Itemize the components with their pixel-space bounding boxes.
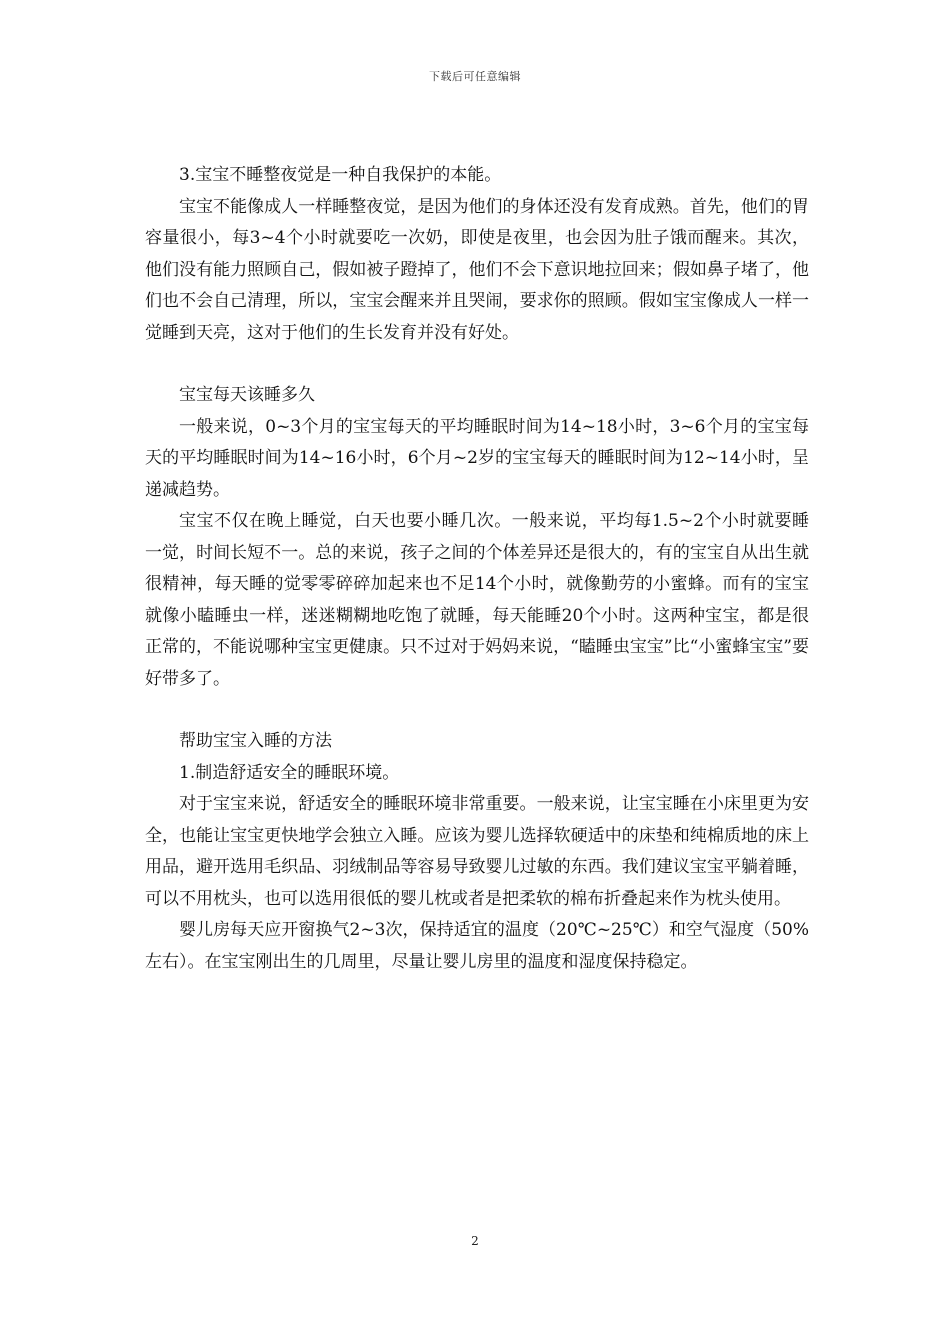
- section-heading-sleep-methods: 帮助宝宝入睡的方法: [179, 731, 332, 751]
- page-header: 下载后可任意编辑: [429, 70, 521, 83]
- paragraph-naps: 宝宝不仅在晚上睡觉，白天也要小睡几次。一般来说，平均每1.5~2个小时就要睡一觉，时间长短不一。总的来说，孩子之间的个体差异还是很大的，有的宝宝自从出生就很精神，每天睡的觉零零碎碎加起来也不足14个小时，就像勤劳的小蜜蜂。而有的宝宝就像小瞌睡虫一样，迷迷糊糊地吃饱了就睡，每天能睡20个小时。这两种宝宝，都是很正常的，不能说哪种宝宝更健康。只不过对于妈妈来说，“瞌睡虫宝宝”比“小蜜蜂宝宝”要好带多了。: [145, 511, 809, 689]
- paragraph-sleep-hours: 一般来说，0~3个月的宝宝每天的平均睡眠时间为14~18小时，3~6个月的宝宝每天的平均睡眠时间为14~16小时，6个月~2岁的宝宝每天的睡眠时间为12~14小时，呈递减趋势。: [145, 416, 809, 500]
- subheading-sleep-environment: 1.制造舒适安全的睡眠环境。: [179, 762, 400, 783]
- section-spacer: [145, 349, 809, 380]
- paragraph-self-protection: 宝宝不能像成人一样睡整夜觉，是因为他们的身体还没有发育成熟。首先，他们的胃容量很小，每3~4个小时就要吃一次奶，即使是夜里，也会因为肚子饿而醒来。其次，他们没有能力照顾自己，假如被子蹬掉了，他们不会下意识地拉回来；假如鼻子堵了，他们也不会自己清理，所以，宝宝会醒来并且哭闹，要求你的照顾。假如宝宝像成人一样一觉睡到天亮，这对于他们的生长发育并没有好处。: [145, 196, 809, 343]
- section-heading-sleep-duration: 宝宝每天该睡多久: [179, 385, 315, 405]
- paragraph-room-ventilation: 婴儿房每天应开窗换气2~3次，保持适宜的温度（20℃~25℃）和空气湿度（50%左右）。在宝宝刚出生的几周里，尽量让婴儿房里的温度和湿度保持稳定。: [145, 920, 809, 972]
- paragraph-sleep-environment: 对于宝宝来说，舒适安全的睡眠环境非常重要。一般来说，让宝宝睡在小床里更为安全，也能让宝宝更快地学会独立入睡。应该为婴儿选择软硬适中的床垫和纯棉质地的床上用品，避开选用毛织品、羽绒制品等容易导致婴儿过敏的东西。我们建议宝宝平躺着睡，可以不用枕头，也可以选用很低的婴儿枕或者是把柔软的棉布折叠起来作为枕头使用。: [145, 794, 809, 909]
- section-spacer: [145, 695, 809, 726]
- document-body: [145, 160, 809, 978]
- section-heading-self-protection: 3.宝宝不睡整夜觉是一种自我保护的本能。: [179, 165, 502, 185]
- page-number: 2: [471, 1234, 479, 1248]
